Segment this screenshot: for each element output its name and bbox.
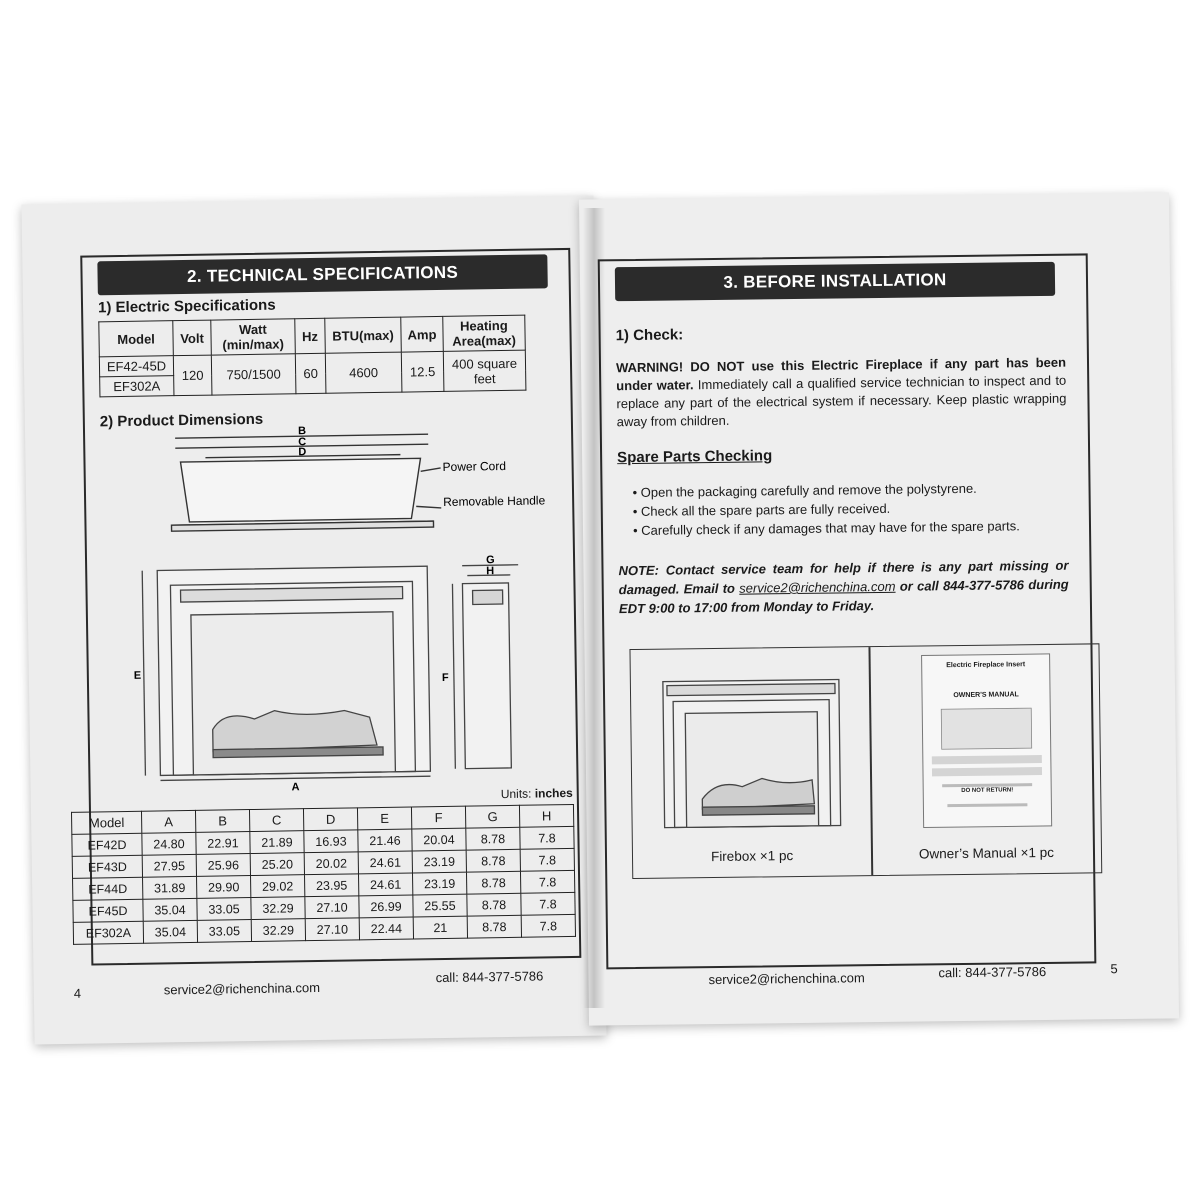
contact-note <box>618 556 1069 618</box>
note-suffix: or call 844-377-5786 during EDT 9:00 to 17:00 from Monday to Friday. <box>618 576 1069 617</box>
spec-volt-value: 120 <box>173 355 212 396</box>
table-cell: 21.46 <box>358 829 412 852</box>
manual-cover-subtitle: OWNER'S MANUAL <box>953 691 1019 700</box>
spec-model-2: EF302A <box>100 376 174 397</box>
dims-header: C <box>249 809 303 832</box>
spec-watt-value: 750/1500 <box>211 354 296 395</box>
firebox-illustration <box>661 677 843 829</box>
warning-bold-text: WARNING! DO NOT use this Electric Fireplace if any part has been under water. <box>615 354 1067 394</box>
right-page-number: 5 <box>1110 961 1118 977</box>
left-page <box>21 196 606 1045</box>
table-cell: 23.19 <box>412 850 466 873</box>
dim-label-b: B <box>297 425 307 438</box>
table-cell: 24.61 <box>358 851 412 874</box>
table-cell: 25.55 <box>413 894 467 917</box>
list-item: • Check all the spare parts are fully received. <box>633 497 1020 521</box>
dims-header: D <box>303 808 357 831</box>
dims-header: H <box>519 804 573 827</box>
spare-parts-list <box>632 478 1019 540</box>
right-page <box>579 192 1179 1025</box>
table-cell: 7.8 <box>520 870 574 893</box>
electrical-spec-table <box>98 315 526 398</box>
list-item: • Carefully check if any damages that may have for the spare parts. <box>633 516 1020 540</box>
table-cell: EF45D <box>73 899 143 922</box>
dims-header: E <box>357 807 411 830</box>
check-heading: 1) Check: <box>615 326 684 345</box>
table-cell: 31.89 <box>143 876 197 899</box>
table-cell: 8.78 <box>467 915 521 938</box>
table-cell: 8.78 <box>466 871 520 894</box>
dims-header: F <box>411 806 465 829</box>
firebox-caption: Firebox ×1 pc <box>710 848 794 865</box>
dim-label-h: H <box>486 565 495 578</box>
table-cell: 8.78 <box>467 893 521 916</box>
removable-handle-label: Removable Handle <box>443 493 546 509</box>
table-cell: 26.99 <box>359 895 413 918</box>
right-footer-email: service2@richenchina.com <box>708 970 865 988</box>
spec-model-1: EF42-45D <box>99 356 173 377</box>
right-footer-phone: call: 844-377-5786 <box>938 963 1047 981</box>
table-cell: 22.91 <box>196 832 250 855</box>
table-cell: 20.02 <box>304 852 358 875</box>
table-cell: EF302A <box>73 921 143 944</box>
list-item: • Open the packaging carefully and remove the polystyrene. <box>632 478 1019 502</box>
table-cell: 7.8 <box>521 914 575 937</box>
dim-label-a: A <box>291 781 300 794</box>
units-value: inches <box>534 785 573 801</box>
table-cell: 29.90 <box>197 876 251 899</box>
electrical-specifications-heading: 1) Electric Specifications <box>97 296 276 317</box>
spec-header-watt: Watt (min/max) <box>211 319 296 355</box>
dim-label-c: C <box>298 436 307 449</box>
table-cell: 27.10 <box>305 896 359 919</box>
spec-header-hz: Hz <box>295 318 326 353</box>
table-cell: 33.05 <box>197 898 251 921</box>
table-cell: 24.61 <box>358 873 412 896</box>
product-dimensions-heading: 2) Product Dimensions <box>99 410 264 431</box>
dims-header: G <box>465 805 519 828</box>
table-cell: 27.95 <box>142 854 196 877</box>
spec-header-btu: BTU(max) <box>325 317 402 353</box>
table-cell: 8.78 <box>466 849 520 872</box>
note-email-link[interactable]: service2@richenchina.com <box>739 578 896 596</box>
left-page-number: 4 <box>73 985 82 1001</box>
table-cell: EF44D <box>73 877 143 900</box>
parts-divider <box>868 647 872 875</box>
dim-label-g: G <box>485 554 495 567</box>
table-cell: 21.89 <box>250 831 304 854</box>
left-footer-email: service2@richenchina.com <box>163 979 321 998</box>
table-cell: 16.93 <box>304 830 358 853</box>
units-note <box>501 786 573 801</box>
spec-header-heating-area: Heating Area(max) <box>443 315 526 351</box>
dim-label-e: E <box>133 669 142 682</box>
warning-paragraph <box>616 354 1067 431</box>
table-cell: 35.04 <box>143 920 197 943</box>
table-cell: 24.80 <box>142 832 196 855</box>
dims-header: Model <box>71 811 141 834</box>
spec-btu-value: 4600 <box>325 352 402 393</box>
table-cell: 7.8 <box>520 848 574 871</box>
section-title-before-installation: 3. BEFORE INSTALLATION <box>615 262 1055 301</box>
table-cell: 32.29 <box>251 919 305 942</box>
table-cell: 25.20 <box>250 853 304 876</box>
spec-header-amp: Amp <box>401 316 444 352</box>
manual-cover-title: Electric Fireplace Insert <box>946 661 1026 670</box>
dimensions-table <box>71 804 576 945</box>
table-cell: 32.29 <box>251 897 305 920</box>
table-cell: 27.10 <box>305 918 359 941</box>
table-cell: 7.8 <box>520 826 574 849</box>
table-cell: 25.96 <box>196 854 250 877</box>
spare-parts-heading: Spare Parts Checking <box>617 447 773 467</box>
table-cell: 7.8 <box>521 892 575 915</box>
dim-label-f: F <box>441 671 449 684</box>
spec-header-model: Model <box>99 321 174 357</box>
dim-label-d: D <box>298 446 307 459</box>
table-cell: 22.44 <box>359 917 413 940</box>
dims-header: B <box>195 810 249 833</box>
spec-header-volt: Volt <box>173 320 212 356</box>
front-view-diagram <box>142 566 430 780</box>
warning-body-text: Immediately call a qualified service technician to inspect and to replace any part of the electrical system if necessary. Keep plastic wrapping away from children. <box>616 372 1067 430</box>
dims-header: A <box>141 810 195 833</box>
table-cell: 23.95 <box>304 874 358 897</box>
table-cell: 35.04 <box>143 898 197 921</box>
table-cell: 29.02 <box>251 875 305 898</box>
table-cell: 23.19 <box>412 872 466 895</box>
spec-area-value: 400 square feet <box>443 350 526 391</box>
section-title-technical-specifications: 2. TECHNICAL SPECIFICATIONS <box>97 254 547 295</box>
table-cell: 20.04 <box>412 828 466 851</box>
owners-manual-caption: Owner’s Manual ×1 pc <box>918 844 1055 862</box>
table-cell: 8.78 <box>466 827 520 850</box>
spare-parts-box <box>629 643 1102 879</box>
side-view-diagram <box>452 565 521 769</box>
spec-amp-value: 12.5 <box>401 351 444 392</box>
spec-hz-value: 60 <box>295 353 326 393</box>
owners-manual-illustration <box>921 653 1053 830</box>
table-cell: 33.05 <box>197 920 251 943</box>
note-prefix: NOTE: Contact service team for help if there is any part missing or damaged. Email to <box>618 557 1069 598</box>
open-manual-booklet <box>28 178 1170 1026</box>
left-footer-phone: call: 844-377-5786 <box>435 968 544 986</box>
booklet-spine <box>583 208 605 1008</box>
manual-cover-return-note: DO NOT RETURN! <box>961 787 1014 795</box>
table-cell: 21 <box>413 916 467 939</box>
table-cell: EF43D <box>72 855 142 878</box>
units-label: Units: <box>500 786 532 802</box>
power-cord-label: Power Cord <box>442 458 507 474</box>
table-cell: EF42D <box>72 833 142 856</box>
